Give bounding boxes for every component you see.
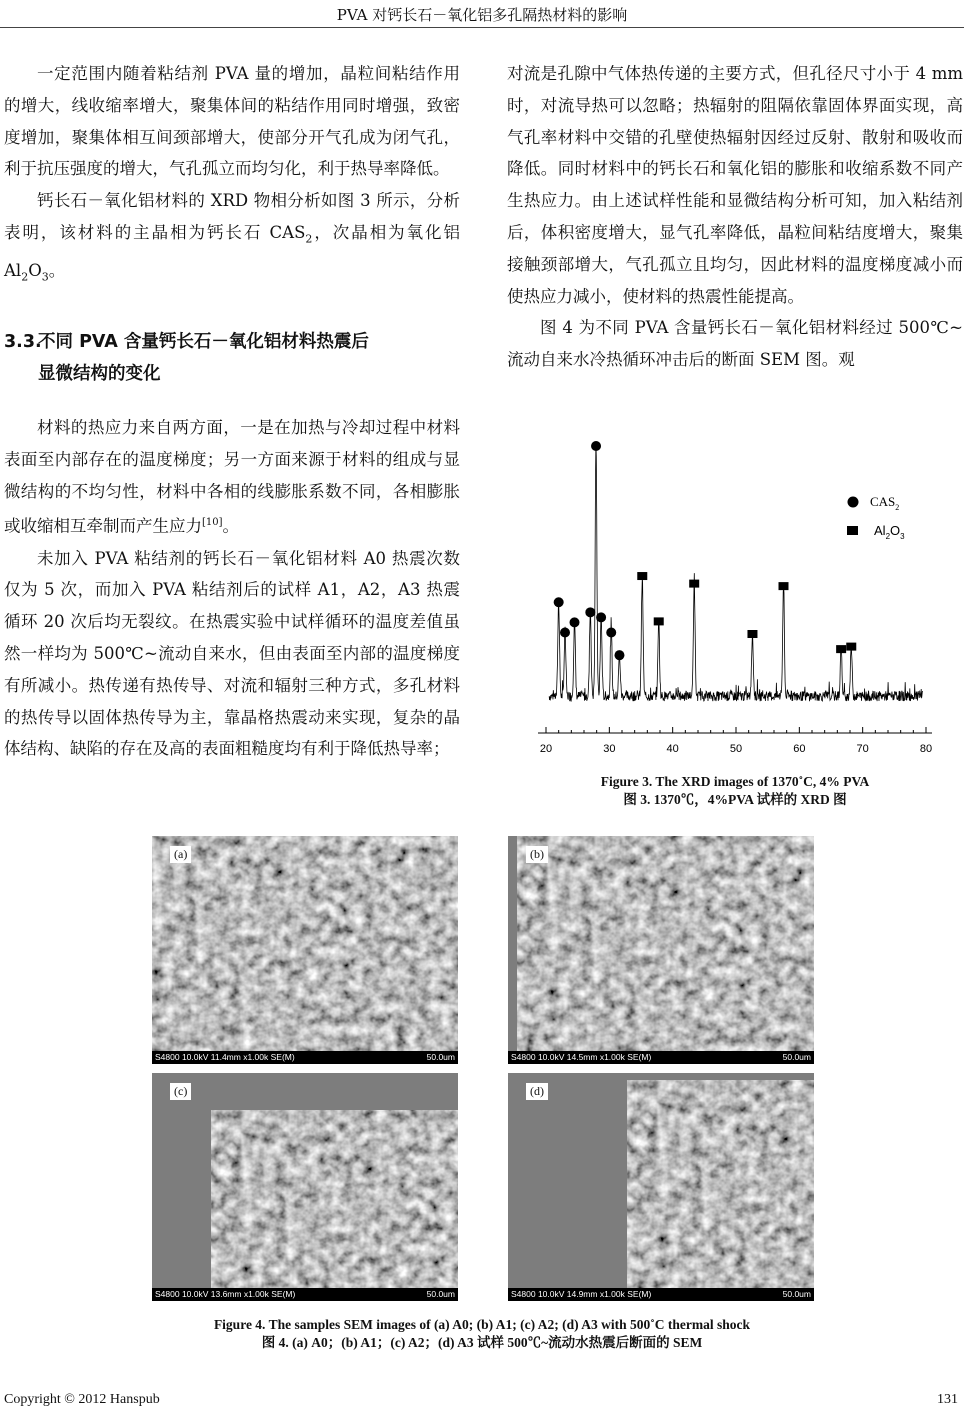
sem-texture	[152, 1073, 458, 1301]
al2o3-peak-marker	[637, 572, 647, 580]
cas-peak-marker	[585, 607, 595, 617]
x-tick-label: 60	[793, 743, 806, 755]
sem-info-bar: S4800 10.0kV 14.5mm x1.00k SE(M) 50.0um	[508, 1051, 814, 1064]
paragraph: 材料的热应力来自两方面，一是在加热与冷却过程中材料表面至内部存在的温度梯度；另一方面来源于材料的组成与显微结构的不均匀性，材料中各相的线膨胀系数不同，各相膨胀或收缩相互牵制而产生应力[10]。	[4, 418, 460, 536]
cas-peak-marker	[606, 627, 616, 637]
sem-image-a	[152, 836, 458, 1064]
legend	[847, 494, 905, 541]
running-header: PVA 对钙长石－氧化铝多孔隔热材料的影响	[336, 6, 628, 24]
sem-texture	[508, 836, 814, 1064]
cas-peak-marker	[591, 441, 601, 451]
cas-peak-marker	[560, 627, 570, 637]
x-tick-label: 20	[539, 743, 553, 755]
sem-label: (b)	[526, 846, 548, 863]
al2o3-peak-marker	[779, 582, 789, 590]
x-tick-label: 40	[666, 743, 679, 755]
figure4-caption-en: Figure 4. The samples SEM images of (a) A0; (b) A1; (c) A2; (d) A3 with 500˚C thermal shock	[213, 1317, 751, 1332]
x-tick-label: 50	[729, 743, 743, 755]
legend-al2o3-label: $Al_2O_3$	[874, 523, 905, 541]
sem-texture	[152, 836, 458, 1064]
legend-cas-marker	[848, 497, 859, 508]
page-number: 131	[937, 1392, 958, 1407]
al2o3-peak-marker	[836, 645, 846, 653]
al2o3-peak-marker	[689, 580, 699, 588]
paragraph: 未加入 PVA 粘结剂的钙长石－氧化铝材料 A0 热震次数仅为 5 次，而加入 PVA 粘结剂后的试样 A1，A2，A3 热震循环 20 次后均无裂纹。在热震实验中试样循环的温度差值虽然一样均为 500℃~流动自来水，但由表面至内部的温度梯度有所减小。热传递有热传导、对流和辐射三种方式，多孔材料的热传导以固体热传导为主，靠晶格热震动来实现，复杂的晶体结构、缺陷的存在及高的表面粗糙度均有利于降低热导率；	[4, 548, 460, 759]
left-column-bottom	[4, 412, 460, 765]
figure3-caption-cn: 图 3. 1370℃，4%PVA 试样的 XRD 图	[623, 792, 847, 807]
sem-image-d	[508, 1073, 814, 1301]
figure4-caption-cn: 图 4. (a) A0；(b) A1；(c) A2；(d) A3 试样 500℃~流动水热震后断面的 SEM	[261, 1335, 703, 1350]
sem-label: (d)	[526, 1083, 548, 1100]
cas-peak-marker	[554, 597, 564, 607]
section-heading	[4, 326, 460, 390]
sem-info-bar: S4800 10.0kV 13.6mm x1.00k SE(M) 50.0um	[152, 1288, 458, 1301]
paragraph: 对流是孔隙中气体热传递的主要方式，但孔径尺寸小于 4 mm 时，对流导热可以忽略；热辐射的阻隔依靠固体界面实现，高气孔率材料中交错的孔壁使热辐射因经过反射、散射和吸收而降低。同时材料中的钙长石和氧化铝的膨胀和收缩系数不同产生热应力。由上述试样性能和显微结构分析可知，加入粘结剂后，体积密度增大，显气孔率降低，晶粒间粘结度增大，聚集接触颈部增大，气孔孤立且均匀，因此材料的温度梯度减小而使热应力减小，使材料的热震性能提高。	[507, 64, 963, 306]
paragraph: 图 4 为不同 PVA 含量钙长石－氧化铝材料经过 500℃~流动自来水冷热循环冲击后的断面 SEM 图。观	[507, 318, 963, 370]
copyright: Copyright © 2012 Hanspub	[4, 1392, 160, 1407]
figure4-caption	[0, 1316, 964, 1352]
sem-info-bar: S4800 10.0kV 11.4mm x1.00k SE(M) 50.0um	[152, 1051, 458, 1064]
xrd-plot	[510, 430, 960, 770]
sem-label: (c)	[170, 1083, 191, 1100]
x-tick-label: 80	[919, 743, 933, 755]
header-rule	[0, 27, 964, 28]
right-column	[507, 58, 963, 376]
figure3-caption	[510, 773, 960, 809]
cas-peak-marker	[570, 617, 580, 627]
cas-peak-marker	[614, 650, 624, 660]
xrd-chart	[510, 430, 960, 770]
al2o3-peak-marker	[846, 643, 856, 651]
al2o3-peak-marker	[654, 617, 664, 625]
sem-texture	[508, 1073, 814, 1301]
paragraph: 钙长石－氧化铝材料的 XRD 物相分析如图 3 所示，分析表明，该材料的主晶相为钙长石 $CAS_2$，次晶相为氧化铝 $Al_2O_3$。	[4, 191, 461, 284]
legend-al2o3-marker	[847, 526, 858, 535]
sem-info-bar: S4800 10.0kV 14.9mm x1.00k SE(M) 50.0um	[508, 1288, 814, 1301]
sem-image-c	[152, 1073, 458, 1301]
x-tick-label: 30	[603, 743, 616, 755]
paragraph: 一定范围内随着粘结剂 PVA 量的增加，晶粒间粘结作用的增大，线收缩率增大，聚集体间的粘结作用同时增强，致密度增加，聚集体相互间颈部增大，使部分开气孔成为闭气孔，利于抗压强度的增大，气孔孤立而均匀化，利于热导率降低。	[4, 64, 460, 179]
xrd-pattern-line	[549, 443, 923, 702]
al2o3-peak-marker	[747, 630, 757, 638]
sem-label: (a)	[170, 846, 191, 863]
cas-peak-marker	[596, 612, 606, 622]
sem-image-b	[508, 836, 814, 1064]
section-title-line2: 显微结构的变化	[38, 364, 161, 384]
section-number: 3.3.	[4, 332, 42, 352]
legend-cas-label: $CAS_2$	[870, 494, 900, 512]
section-title-line1: 不同 PVA 含量钙长石－氧化铝材料热震后	[38, 332, 369, 352]
figure3-caption-en: Figure 3. The XRD images of 1370˚C, 4% PVA	[600, 774, 870, 789]
x-tick-label: 70	[856, 743, 869, 755]
left-column-top	[4, 58, 460, 293]
